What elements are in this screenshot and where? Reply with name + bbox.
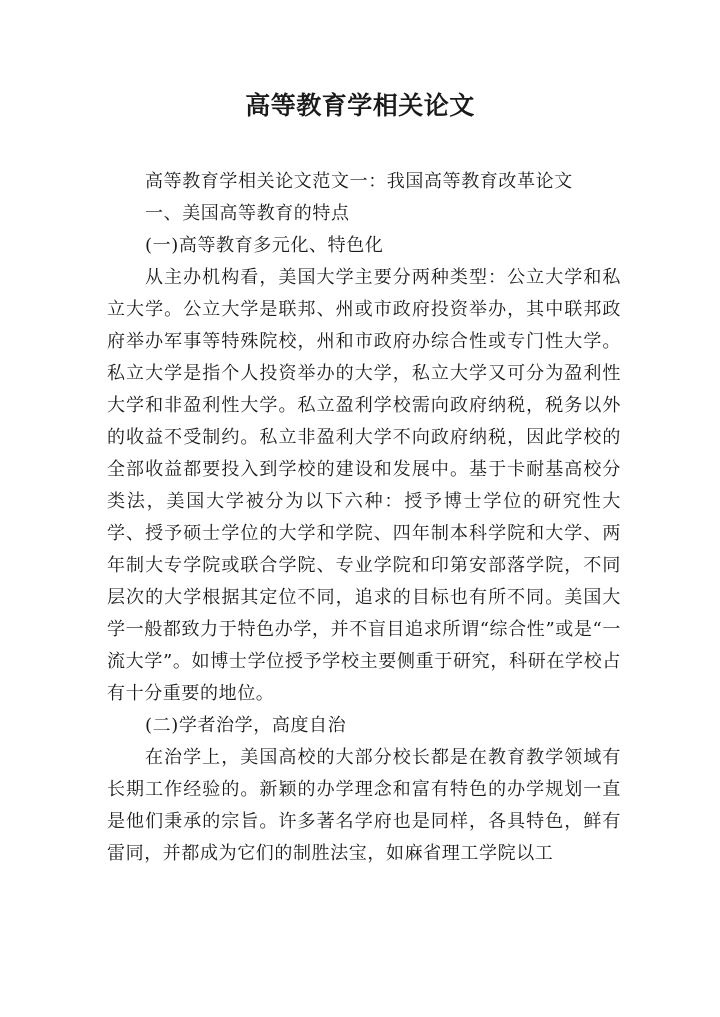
paragraph-subsection-heading-1: (一)高等教育多元化、特色化	[145, 235, 384, 256]
document-title: 高等教育学相关论文	[245, 91, 475, 120]
paragraph-article-heading: 高等教育学相关论文范文一：我国高等教育改革论文	[145, 171, 573, 192]
paragraph-subsection-heading-2: (二)学者治学，高度自治	[145, 715, 347, 736]
document-body	[107, 166, 621, 870]
paragraph-body-1: 从主办机构看，美国大学主要分两种类型：公立大学和私立大学。公立大学是联邦、州或市政府投资举办，其中联邦政府举办军事等特殊院校，州和市政府办综合性或专门性大学。私立大学是指个人投资举办的大学，私立大学又可分为盈利性大学和非盈利性大学。私立盈利学校需向政府纳税，税务以外的收益不受制约。私立非盈利大学不向政府纳税，因此学校的全部收益都要投入到学校的建设和发展中。基于卡耐基高校分类法，美国大学被分为以下六种：授予博士学位的研究性大学、授予硕士学位的大学和学院、四年制本科学院和大学、两年制大专学院或联合学院、专业学院和印第安部落学院，不同层次的大学根据其定位不同，追求的目标也有所不同。美国大学一般都致力于特色办学，并不盲目追求所谓“综合性”或是“一流大学”。如博士学位授予学校主要侧重于研究，科研在学校占有十分重要的地位。	[107, 267, 621, 704]
paragraph-section-heading: 一、美国高等教育的特点	[145, 203, 350, 224]
paragraph-body-2: 在治学上，美国高校的大部分校长都是在教育教学领域有长期工作经验的。新颖的办学理念和富有特色的办学规划一直是他们秉承的宗旨。许多著名学府也是同样，各具特色，鲜有雷同，并都成为它们的制胜法宝，如麻省理工学院以工	[107, 747, 621, 864]
